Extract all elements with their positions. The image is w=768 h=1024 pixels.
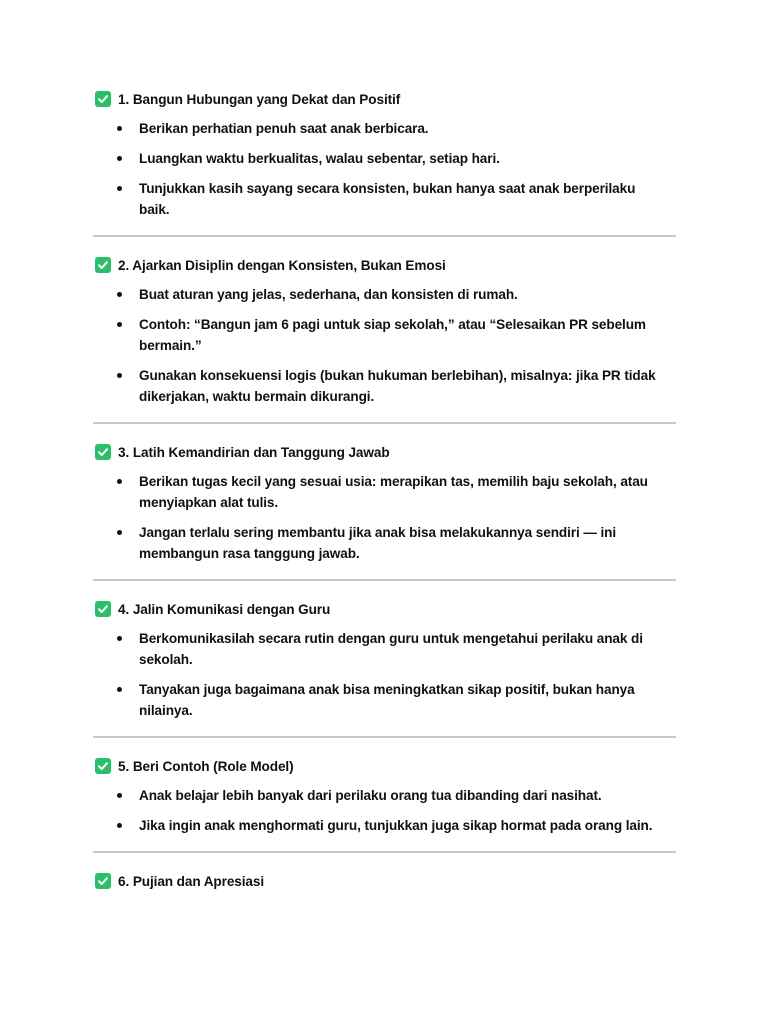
list-item xyxy=(93,522,676,564)
section-1 xyxy=(93,88,676,220)
list-item-text: Anak belajar lebih banyak dari perilaku orang tua dibanding dari nasihat. xyxy=(139,788,602,803)
list-item xyxy=(93,148,676,169)
bullet-dot xyxy=(117,823,122,828)
list-item xyxy=(93,471,676,513)
section-divider xyxy=(93,851,676,853)
list-item xyxy=(93,314,676,356)
section-heading xyxy=(95,598,676,620)
section-heading-text: 4. Jalin Komunikasi dengan Guru xyxy=(118,601,331,617)
section-divider xyxy=(93,579,676,581)
bullet-dot xyxy=(117,373,122,378)
list-item xyxy=(93,679,676,721)
list-item xyxy=(93,628,676,670)
list-item xyxy=(93,284,676,305)
check-square-icon xyxy=(95,444,111,460)
list-item xyxy=(93,118,676,139)
check-square-icon xyxy=(95,601,111,617)
list-item xyxy=(93,815,676,836)
bullet-list xyxy=(93,284,676,407)
bullet-list xyxy=(93,628,676,721)
list-item-text: Tunjukkan kasih sayang secara konsisten, bukan hanya saat anak berperilaku baik. xyxy=(139,181,636,217)
bullet-dot xyxy=(117,292,122,297)
document-body xyxy=(93,88,676,892)
section-6 xyxy=(93,870,676,892)
list-item-text: Jika ingin anak menghormati guru, tunjukkan juga sikap hormat pada orang lain. xyxy=(139,818,653,833)
list-item xyxy=(93,365,676,407)
section-heading-text: 1. Bangun Hubungan yang Dekat dan Positif xyxy=(118,91,401,107)
list-item-text: Luangkan waktu berkualitas, walau sebentar, setiap hari. xyxy=(139,151,500,166)
section-heading-text: 3. Latih Kemandirian dan Tanggung Jawab xyxy=(118,444,390,460)
list-item-text: Gunakan konsekuensi logis (bukan hukuman berlebihan), misalnya: jika PR tidak dikerjakan, waktu bermain dikurangi. xyxy=(139,368,656,404)
section-4 xyxy=(93,598,676,721)
bullet-dot xyxy=(117,186,122,191)
bullet-list xyxy=(93,471,676,564)
bullet-dot xyxy=(117,156,122,161)
section-divider xyxy=(93,422,676,424)
list-item-text: Tanyakan juga bagaimana anak bisa meningkatkan sikap positif, bukan hanya nilainya. xyxy=(139,682,635,718)
check-square-icon xyxy=(95,91,111,107)
section-divider xyxy=(93,736,676,738)
list-item xyxy=(93,178,676,220)
bullet-list xyxy=(93,118,676,220)
list-item xyxy=(93,785,676,806)
check-square-icon xyxy=(95,257,111,273)
list-item-text: Berkomunikasilah secara rutin dengan guru untuk mengetahui perilaku anak di sekolah. xyxy=(139,631,643,667)
section-heading xyxy=(95,755,676,777)
list-item-text: Berikan perhatian penuh saat anak berbicara. xyxy=(139,121,429,136)
section-heading xyxy=(95,254,676,276)
section-3 xyxy=(93,441,676,564)
section-divider xyxy=(93,235,676,237)
list-item-text: Berikan tugas kecil yang sesuai usia: merapikan tas, memilih baju sekolah, atau menyiapkan alat tulis. xyxy=(139,474,648,510)
bullet-list xyxy=(93,785,676,836)
bullet-dot xyxy=(117,126,122,131)
bullet-dot xyxy=(117,530,122,535)
section-heading xyxy=(95,441,676,463)
list-item-text: Contoh: “Bangun jam 6 pagi untuk siap sekolah,” atau “Selesaikan PR sebelum bermain.” xyxy=(139,317,646,353)
section-heading-text: 2. Ajarkan Disiplin dengan Konsisten, Bukan Emosi xyxy=(118,257,446,273)
check-square-icon xyxy=(95,873,111,889)
bullet-dot xyxy=(117,479,122,484)
section-5 xyxy=(93,755,676,836)
section-heading xyxy=(95,870,676,892)
list-item-text: Jangan terlalu sering membantu jika anak bisa melakukannya sendiri — ini membangun rasa tanggung jawab. xyxy=(139,525,617,561)
section-heading xyxy=(95,88,676,110)
list-item-text: Buat aturan yang jelas, sederhana, dan konsisten di rumah. xyxy=(139,287,518,302)
section-2 xyxy=(93,254,676,407)
bullet-dot xyxy=(117,636,122,641)
bullet-dot xyxy=(117,687,122,692)
bullet-dot xyxy=(117,322,122,327)
section-heading-text: 6. Pujian dan Apresiasi xyxy=(118,873,265,889)
section-heading-text: 5. Beri Contoh (Role Model) xyxy=(118,758,294,774)
check-square-icon xyxy=(95,758,111,774)
bullet-dot xyxy=(117,793,122,798)
